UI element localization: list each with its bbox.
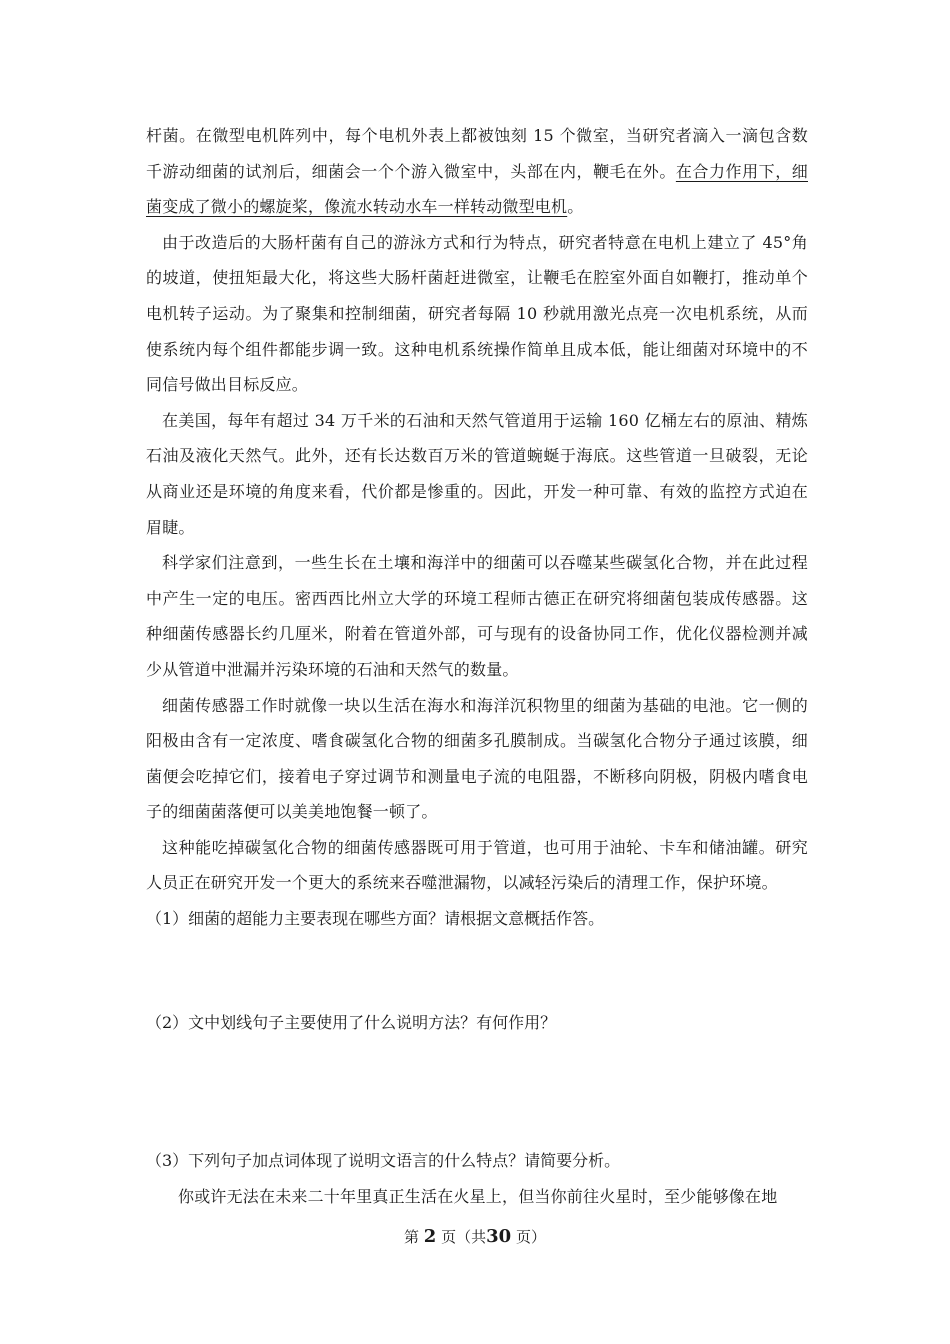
current-page-number: 2 <box>423 1226 437 1247</box>
question-1: （1）细菌的超能力主要表现在哪些方面？请根据文意概括作答。 <box>146 909 605 929</box>
question-3-example-sentence: 你或许无法在未来二十年里真正生活在火星上，但当你前往火星时，至少能够像在地 <box>178 1186 778 1206</box>
page-footer <box>0 1226 950 1247</box>
underlined-sentence: 在合力作用下，细菌变成了微小的螺旋桨，像流水转动水车一样转动微型电机 <box>146 161 808 217</box>
paragraph-6: 这种能吃掉碳氢化合物的细菌传感器既可用于管道，也可用于油轮、卡车和储油罐。研究人员正在研究开发一个更大的系统来吞噬泄漏物，以减轻污染后的清理工作，保护环境。 <box>146 837 808 893</box>
paragraph-3: 在美国，每年有超过 34 万千米的石油和天然气管道用于运输 160 亿桶左右的原油、精炼石油及液化天然气。此外，还有长达数百万米的管道蜿蜒于海底。这些管道一旦破裂，无论从商业还是环境的角度来看，代价都是惨重的。因此，开发一种可靠、有效的监控方式迫在眉睫。 <box>146 410 808 537</box>
paragraph-1-end: 。 <box>567 197 584 217</box>
footer-middle: 页（共 <box>441 1228 487 1246</box>
paragraph-2: 由于改造后的大肠杆菌有自己的游泳方式和行为特点，研究者特意在电机上建立了 45°角的坡道，使扭矩最大化，将这些大肠杆菌赶进微室，让鞭毛在腔室外面自如鞭打，推动单个电机转子运动。为了聚集和控制细菌，研究者每隔 10 秒就用激光点亮一次电机系统，从而使系统内每个组件都能步调一致。这种电机系统操作简单且成本低，能让细菌对环境中的不同信号做出目标反应。 <box>146 232 808 395</box>
question-2: （2）文中划线句子主要使用了什么说明方法？有何作用？ <box>146 1012 557 1032</box>
paragraph-1 <box>146 118 808 225</box>
answer-space-1 <box>146 937 808 1005</box>
total-page-number: 30 <box>486 1226 512 1247</box>
paragraph-1-text: 杆菌。在微型电机阵列中，每个电机外表上都被蚀刻 15 个微室，当研究者滴入一滴包含数千游动细菌的试剂后，细菌会一个个游入微室中，头部在内，鞭毛在外。 <box>146 126 808 181</box>
footer-prefix: 第 <box>404 1228 420 1246</box>
paragraph-5: 细菌传感器工作时就像一块以生活在海水和海洋沉积物里的细菌为基础的电池。它一侧的阳极由含有一定浓度、嗜食碳氢化合物的细菌多孔膜制成。当碳氢化合物分子通过该膜，细菌便会吃掉它们，接着电子穿过调节和测量电子流的电阻器，不断移向阴极，阴极内嗜食电子的细菌菌落便可以美美地饱餐一顿了。 <box>146 695 808 822</box>
paragraph-4: 科学家们注意到，一些生长在土壤和海洋中的细菌可以吞噬某些碳氢化合物，并在此过程中产生一定的电压。密西西比州立大学的环境工程师古德正在研究将细菌包装成传感器。这种细菌传感器长约几厘米，附着在管道外部，可与现有的设备协同工作，优化仪器检测并减少从管道中泄漏并污染环境的石油和天然气的数量。 <box>146 553 808 679</box>
footer-suffix: 页） <box>515 1228 546 1246</box>
question-3: （3）下列句子加点词体现了说明文语言的什么特点？请简要分析。 <box>146 1151 621 1171</box>
answer-space-2 <box>146 1040 808 1143</box>
article-body <box>146 118 808 1214</box>
